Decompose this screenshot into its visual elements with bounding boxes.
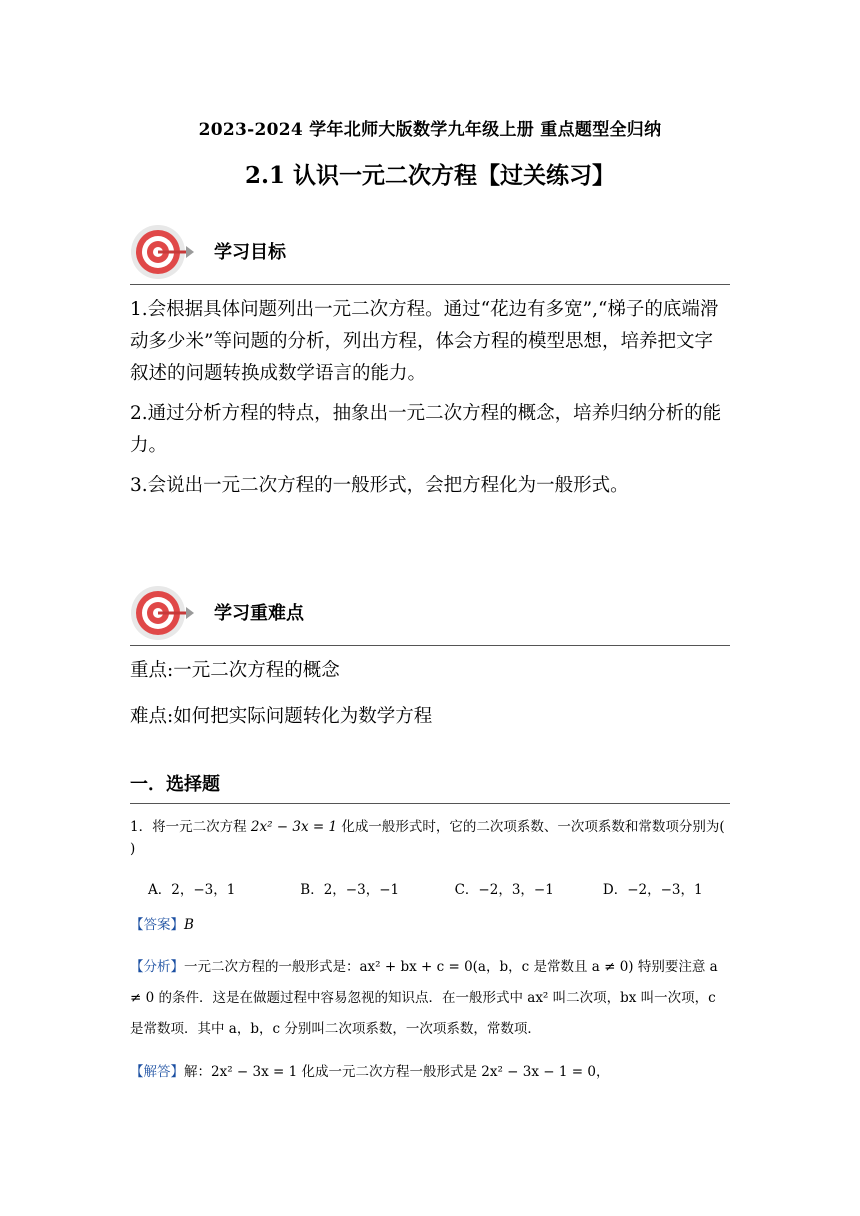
answer-options — [148, 878, 728, 898]
section-title: 一．选择题 — [130, 774, 220, 795]
analysis-tag: 【分析】 — [130, 959, 184, 975]
question-stem-part-b: 化成一般形式时，它的二次项系数、一次项系数和常数项分别为( ) — [130, 819, 725, 857]
goals-list — [130, 294, 730, 502]
document-subtitle: 2023-2024 学年北师大版数学九年级上册 重点题型全归纳 — [198, 120, 662, 140]
divider — [130, 284, 730, 285]
answer-tag: 【答案】 — [130, 917, 184, 933]
option-d: D．−2，−3，1 — [602, 882, 703, 898]
focus-point: 重点:一元二次方程的概念 — [130, 660, 340, 681]
option-a: A．2，−3，1 — [148, 882, 236, 898]
option-b: B．2，−3，−1 — [300, 882, 400, 898]
question-equation: 2x² − 3x = 1 — [250, 819, 338, 835]
goal-item-1: 1.会根据具体问题列出一元二次方程。通过“花边有多宽”,“梯子的底端滑动多少米”等问题的分析，列出方程，体会方程的模型思想，培养把文字叙述的问题转换成数学语言的能力。 — [130, 299, 719, 384]
goals-section-header — [130, 222, 730, 292]
goal-item-2: 2.通过分析方程的特点，抽象出一元二次方程的概念，培养归纳分析的能力。 — [130, 403, 722, 456]
target-icon — [130, 222, 196, 282]
solution-line — [130, 1061, 730, 1083]
goal-item-3: 3.会说出一元二次方程的一般形式，会把方程化为一般形式。 — [130, 475, 629, 496]
document-title: 2.1 认识一元二次方程【过关练习】 — [244, 162, 616, 189]
goals-heading: 学习目标 — [214, 242, 286, 263]
target-icon — [130, 583, 196, 643]
divider — [130, 803, 730, 804]
solution-text: 解：2x² − 3x = 1 化成一元二次方程一般形式是 2x² − 3x − 1 = 0， — [184, 1064, 610, 1080]
divider — [130, 645, 730, 646]
solution-tag: 【解答】 — [130, 1064, 184, 1080]
answer-line — [130, 914, 730, 936]
analysis-block — [130, 952, 730, 1045]
keypoints-heading: 学习重难点 — [214, 603, 304, 624]
option-c: C．−2，3，−1 — [454, 882, 554, 898]
keypoints-section-header — [130, 583, 730, 653]
question-1-stem — [130, 816, 730, 860]
answer-value: B — [184, 917, 194, 933]
analysis-text: 一元二次方程的一般形式是：ax² + bx + c = 0(a，b，c 是常数且 a ≠ 0) 特别要注意 a ≠ 0 的条件．这是在做题过程中容易忽视的知识点．在一般形式中 ax² 叫二次项，bx 叫一次项，c 是常数项．其中 a，b，c 分别叫二次项系数，一次项系数，常数项． — [130, 959, 718, 1037]
difficulty-point: 难点:如何把实际问题转化为数学方程 — [130, 706, 433, 727]
question-stem-part-a: 1．将一元二次方程 — [130, 819, 247, 835]
keypoints-body — [130, 655, 730, 733]
